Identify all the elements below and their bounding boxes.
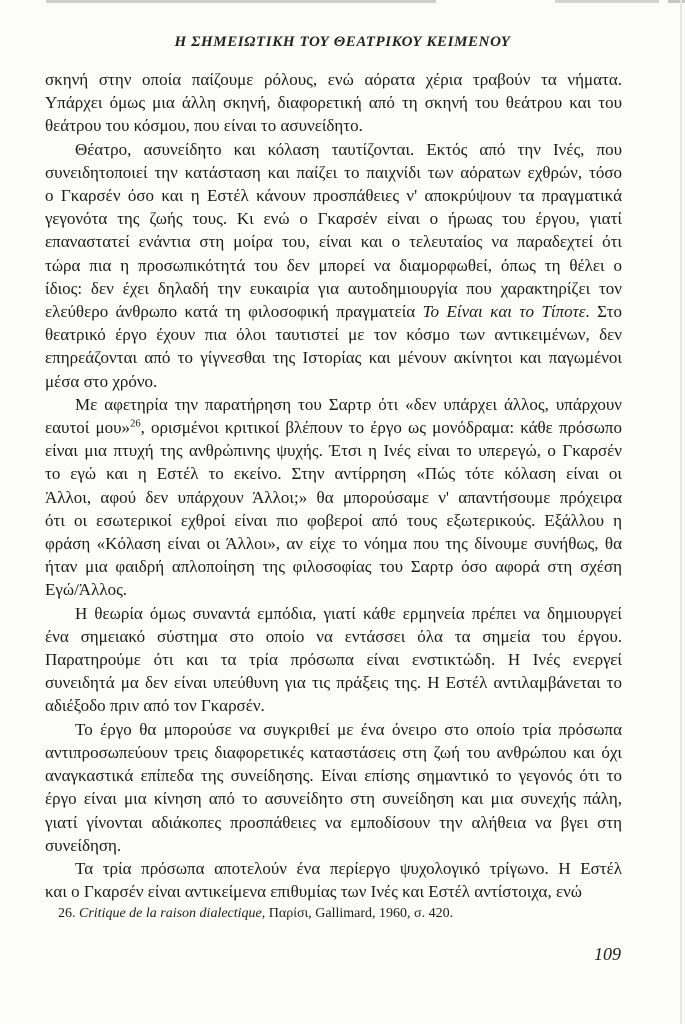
body-text: [45, 68, 622, 903]
text-line: [45, 370, 622, 393]
text-line: [45, 323, 622, 346]
text-line: [45, 416, 622, 439]
text-line: [45, 346, 622, 369]
text-line: [45, 277, 622, 300]
text-run: Το Είναι και το Τίποτε: [422, 302, 586, 322]
text-run: Η θεωρία όμως συναντά εμπόδια, γιατί κάθε ερμηνεία πρέπει να δημιουργεί: [75, 603, 622, 623]
text-run: ο Γκαρσέν όσο και η Εστέλ κάνουν προσπάθειες ν' αποκρύψουν τα πραγματικά: [45, 186, 622, 206]
text-line: [45, 857, 622, 880]
text-run: γεγονότα της ζωής τους. Κι ενώ ο Γκαρσέν είναι ο ήρωας του έργου, γιατί: [45, 209, 622, 229]
text-line: [45, 741, 622, 764]
text-run: Υπάρχει όμως μια άλλη σκηνή, διαφορετική από τη σκηνή του θεάτρου και του: [45, 93, 622, 113]
text-line: [45, 462, 622, 485]
text-run: συνείδηση.: [45, 835, 122, 855]
footnote-reference: 26: [130, 418, 141, 430]
text-run: θεάτρου του κόσμου, που είναι το ασυνείδητο.: [45, 116, 363, 136]
text-run: τώρα πια η προσωπικότητά του δεν μπορεί να διαμορφωθεί, όπως τη θέλει ο: [45, 255, 622, 275]
text-run: ένα σημειακό σύστημα στο οποίο να εντάσσει όλα τα σημεία του έργου.: [45, 626, 622, 646]
text-run: συνειδητά μα δεν είναι υπεύθυνη για τις πράξεις της. Η Εστέλ αντιλαμβάνεται το: [45, 673, 622, 693]
text-run: εαυτοί μου»: [45, 418, 131, 438]
text-run: Θέατρο, ασυνείδητο και κόλαση ταυτίζονται. Εκτός από την Ινές, που: [75, 139, 622, 159]
text-run: σκηνή στην οποία παίζουμε ρόλους, ενώ αόρατα χέρια τραβούν τα νήματα.: [45, 70, 622, 89]
text-line: [45, 811, 622, 834]
scan-edge-artifact: [46, 0, 436, 3]
text-line: [45, 509, 622, 532]
text-line: [45, 694, 622, 717]
text-line: [45, 671, 622, 694]
text-run: γιατί γίνονται αδιάκοπες προσπάθειες να εμποδίσουν την αλήθεια να βγει στη: [45, 812, 622, 832]
text-line: [45, 880, 622, 903]
text-line: [45, 207, 622, 230]
text-run: . Στο: [585, 302, 622, 322]
text-line: [45, 718, 622, 741]
text-run: αδιέξοδο πριν από τον Γκαρσέν.: [45, 696, 265, 716]
text-run: επαναστατεί ενάντια στη μοίρα του, είναι και ο τελευταίος να παραδεχτεί ότι: [45, 232, 622, 252]
text-run: ήταν μια φαιδρή απλοποίηση της φιλοσοφίας του Σαρτρ όσο αφορά στη σχέση: [45, 557, 622, 577]
page-header-title: Η ΣΗΜΕΙΩΤΙΚΗ ΤΟΥ ΘΕΑΤΡΙΚΟΥ ΚΕΙΜΕΝΟΥ: [174, 34, 511, 50]
text-run: , Παρίσι, Gallimard, 1960, σ. 420.: [261, 906, 454, 921]
text-line: [45, 439, 622, 462]
text-run: Άλλοι, αφού δεν υπάρχουν Άλλοι;» θα μπορούσαμε ν' απαντήσουμε πρόχειρα: [45, 487, 622, 507]
text-line: [45, 393, 622, 416]
text-line: [45, 764, 622, 787]
text-line: [45, 648, 622, 671]
scan-edge-artifact: [555, 0, 659, 3]
text-line: [45, 602, 622, 625]
text-line: [45, 625, 622, 648]
text-run: μέσα στο χρόνο.: [45, 371, 158, 391]
text-line: [45, 787, 622, 810]
text-line: [45, 300, 622, 323]
text-run: Εγώ/Άλλος.: [45, 580, 128, 600]
text-run: Τα τρία πρόσωπα αποτελούν ένα περίεργο ψυχολογικό τρίγωνο. Η Εστέλ: [75, 858, 622, 878]
page-number: 109: [594, 944, 621, 964]
text-line: [45, 138, 622, 161]
text-run: ίδιος: δεν έχει δηλαδή την ευκαιρία για αυτοδημιουργία που χαρακτηρίζει τον: [45, 278, 622, 298]
text-line: [45, 91, 622, 114]
text-run: αναγκαστικά επίπεδα της συνείδησης. Είναι επίσης σημαντικό το γεγονός ότι το: [45, 766, 622, 786]
text-run: συνειδητοποιεί την κατάσταση και παίζει το παιχνίδι των αόρατων εχθρών, τόσο: [45, 162, 622, 182]
text-line: [45, 532, 622, 555]
footnote: [58, 905, 618, 923]
text-run: , ορισμένοι κριτικοί βλέπουν το έργο ως μονόδραμα: κάθε πρόσωπο: [140, 418, 622, 438]
text-line: [45, 578, 622, 601]
text-run: ελεύθερο άνθρωπο κατά τη φιλοσοφική πραγματεία: [45, 302, 423, 322]
text-line: [45, 486, 622, 509]
text-run: Παρατηρούμε ότι και τα τρία πρόσωπα είναι ενστικτώδη. Η Ινές ενεργεί: [45, 650, 622, 670]
text-line: [45, 114, 622, 137]
text-line: [45, 161, 622, 184]
text-line: [45, 555, 622, 578]
text-line: [45, 834, 622, 857]
text-run: φράση «Κόλαση είναι οι Άλλοι», αν είχε το νόημα που της δίνουμε συνήθως, θα: [45, 534, 622, 554]
text-line: [45, 184, 622, 207]
text-run: Με αφετηρία την παρατήρηση του Σαρτρ ότι «δεν υπάρχει άλλος, υπάρχουν: [75, 394, 622, 414]
text-run: Critique de la raison dialectique: [79, 906, 262, 921]
scan-edge-artifact: [680, 0, 682, 1024]
text-run: Το έργο θα μπορούσε να συγκριθεί με ένα όνειρο στο οποίο τρία πρόσωπα: [75, 719, 622, 739]
text-run: αντιπροσωπεύουν τρεις διαφορετικές καταστάσεις στη ζωή του ανθρώπου και όχι: [45, 742, 622, 762]
text-line: [45, 230, 622, 253]
text-run: επηρεάζονται από το γίγνεσθαι της Ιστορίας και μένουν ακίνητοι και παγωμένοι: [45, 348, 622, 368]
text-run: θεατρικό έργο έχουν πια όλοι ταυτιστεί με τον κόσμο των αντικειμένων, δεν: [45, 325, 622, 345]
scan-edge-artifact: [668, 0, 685, 3]
text-line: [45, 68, 622, 91]
text-run: έργο είναι μια κίνηση από το ασυνείδητο στη συνείδηση και μια συνεχής πάλη,: [45, 789, 622, 809]
text-run: και ο Γκαρσέν είναι αντικείμενα επιθυμίας των Ινές και Εστέλ αντίστοιχα, ενώ: [45, 882, 582, 902]
text-run: 26.: [58, 906, 79, 921]
text-line: [45, 254, 622, 277]
text-run: ότι οι εσωτερικοί εχθροί είναι πιο φοβεροί από τους εξωτερικούς. Εξάλλου η: [45, 510, 622, 530]
text-run: είναι μια πτυχή της ανθρώπινης ψυχής. Έτσι η Ινές είναι το υπερεγώ, ο Γκαρσέν: [45, 441, 622, 461]
text-run: το εγώ και η Εστέλ το εκείνο. Στην αντίρρηση «Πώς τότε κόλαση είναι οι: [45, 464, 622, 484]
